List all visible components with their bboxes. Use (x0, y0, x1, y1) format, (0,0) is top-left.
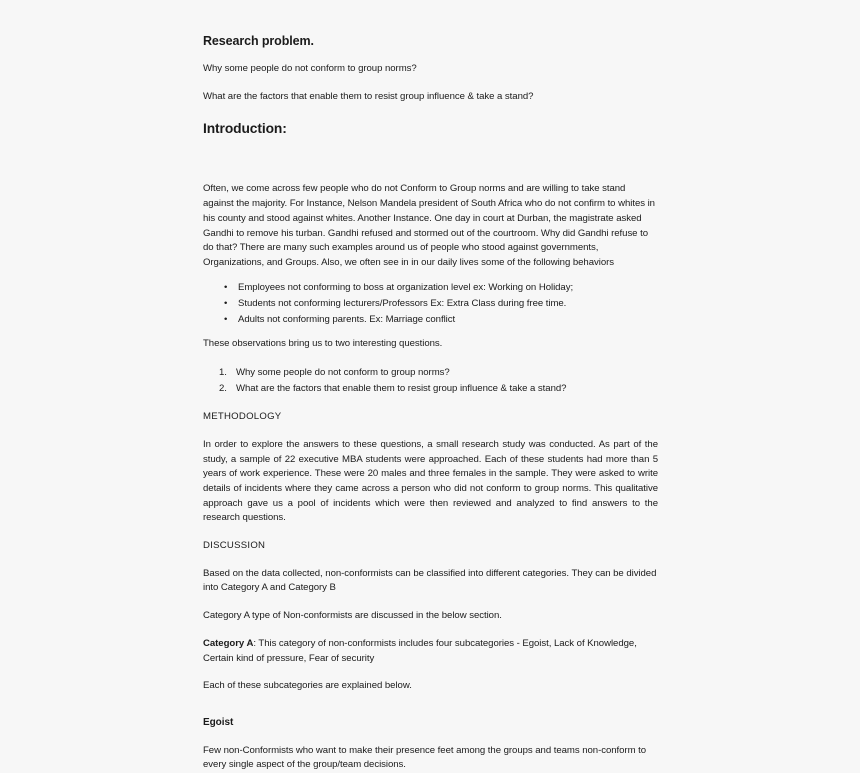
introduction-paragraph: Often, we come across few people who do not Conform to Group norms and are willing to take stand against the majority. For Instance, Nelson Mandela president of South Africa who do not confirm to whites in his county and stood against whites. Another Instance. One day in court at Durban, the magistrate asked Gandhi to remove his turban. Gandhi refused and stormed out of the courtroom. Why did Gandhi refuse to do that? There are many such examples around us of people who stood against governments, Organizations, and Groups. Also, we often see in in our daily lives some of the following behaviors (203, 183, 655, 268)
spacer (203, 77, 658, 90)
behavior-bullet-list (203, 280, 658, 329)
list-item-label: What are the factors that enable them to resist group influence & take a stand? (236, 383, 567, 395)
list-item-label: Students not conforming lecturers/Professors Ex: Extra Class during free time. (238, 297, 567, 309)
bullet-icon: • (224, 314, 228, 326)
spacer (203, 694, 658, 716)
list-item-number: 1. (219, 366, 227, 378)
spacer (203, 666, 658, 679)
subcategories-note: Each of these subcategories are explained below. (203, 680, 412, 692)
methodology-heading: METHODOLOGY (203, 411, 282, 423)
list-item-label: Adults not conforming parents. Ex: Marriage conflict (238, 314, 456, 326)
discussion-heading: DISCUSSION (203, 540, 266, 552)
numbered-question-list (203, 365, 658, 397)
list-item (203, 365, 658, 381)
methodology-paragraph: In order to explore the answers to these questions, a small research study was conducted. As part of the study, a sample of 22 executive MBA students were approached. Each of these students had more than 5 years of work experience. These were 20 males and three females in the sample. They were asked to write details of incidents where they came across a person who did not conform to group norms. This qualitative approach gave us a pool of incidents which were then reviewed and analyzed to find answers to the research questions. (203, 438, 658, 524)
spacer (203, 352, 658, 365)
spacer (203, 596, 658, 609)
egoist-heading: Egoist (203, 716, 234, 728)
list-item-label: Why some people do not conform to group norms? (236, 366, 450, 378)
spacer (203, 397, 658, 410)
spacer (203, 731, 658, 744)
spacer (203, 624, 658, 637)
research-question-1: Why some people do not conform to group norms? (203, 63, 417, 74)
list-item (203, 280, 658, 296)
bullet-icon: • (224, 297, 228, 309)
page-title: Research problem. (203, 34, 314, 48)
research-question-2: What are the factors that enable them to resist group influence & take a stand? (203, 90, 534, 102)
discussion-paragraph: Based on the data collected, non-conformists can be classified into different categories. They can be divided into Category A and Category B (203, 567, 657, 594)
list-item (203, 381, 658, 397)
spacer (203, 137, 658, 182)
egoist-paragraph: Few non-Conformists who want to make their presence feet among the groups and teams non-conform to every single aspect of the group/team decisions. (203, 744, 647, 771)
spacer (203, 554, 658, 567)
category-a-paragraph (203, 637, 658, 666)
spacer (203, 526, 658, 539)
observations-line: These observations bring us to two interesting questions. (203, 338, 443, 350)
list-item (203, 296, 658, 312)
spacer (203, 425, 658, 438)
category-a-label: Category A (203, 637, 254, 649)
bullet-icon: • (224, 281, 228, 293)
category-a-text: : This category of non-conformists includes four subcategories - Egoist, Lack of Knowledge, Certain kind of pressure, Fear of security (203, 637, 637, 664)
category-a-intro: Category A type of Non-conformists are discussed in the below section. (203, 610, 502, 622)
introduction-heading: Introduction: (203, 121, 287, 137)
document-body (203, 34, 658, 773)
spacer (203, 328, 658, 337)
list-item (203, 312, 658, 328)
spacer (203, 271, 658, 280)
list-item-label: Employees not conforming to boss at organization level ex: Working on Holiday; (238, 281, 574, 293)
list-item-number: 2. (219, 383, 227, 395)
